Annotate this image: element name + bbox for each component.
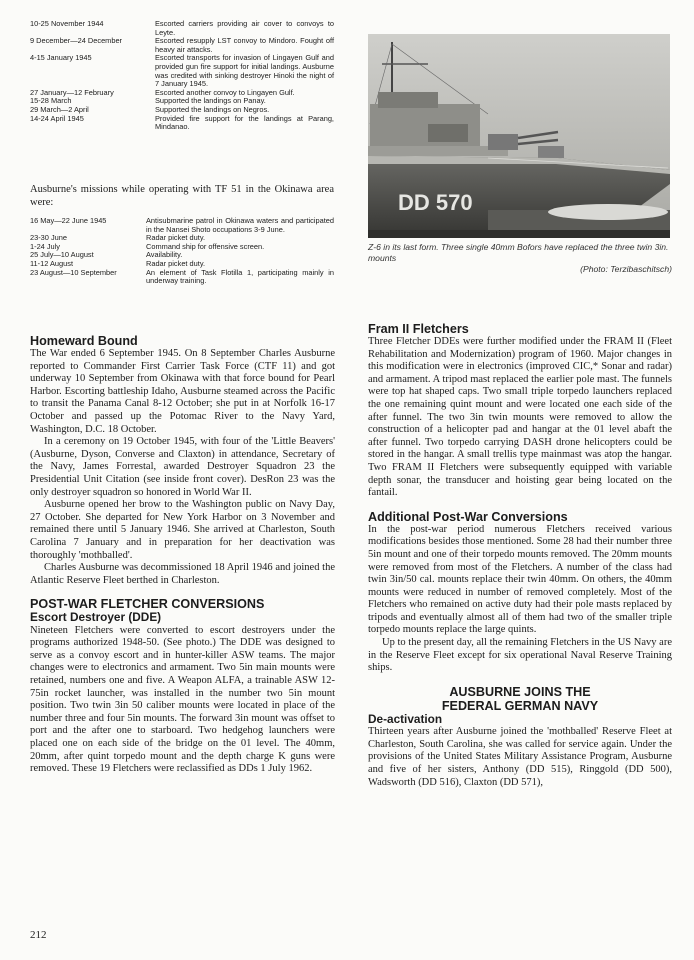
okinawa-missions-table [30,217,334,286]
heading-deactivation: De-activation [368,711,443,726]
heading-federal-german-navy: FEDERAL GERMAN NAVY [441,698,599,713]
missions-intro: Ausburne's missions while operating with TF 51 in the Okinawa area were: [30,184,334,208]
row-description: Radar picket duty. [146,258,206,268]
table-row [30,37,334,54]
row-date: 23-30 June [30,233,67,243]
hull-number: DD 570 [398,190,473,215]
heading-postwar-conversions: POST-WAR FLETCHER CONVERSIONS [30,597,265,612]
operations-table-1944-45 [30,20,334,132]
ship-photo [368,34,670,238]
page-number: 212 [30,929,47,941]
table-row [30,269,334,286]
heading-fram-ii: Fram II Fletchers [368,322,469,336]
row-description: Supported the landings on Negros. [155,104,270,114]
heading-escort-destroyer: Escort Destroyer (DDE) [30,610,162,625]
row-date: 29 March—2 April [30,104,89,114]
paragraph: Three Fletcher DDEs were further modified under the FRAM II (Fleet Rehabilitation and Modernization) program of 1960. Major changes in this modification were in electronics (improved CIC,* Sonar and radar) and armament. A tripod mast replaced the earlier pole mast. The funnels were top hat shaped caps. Two small triple torpedo launchers replaced the one remaining quint mount and were located one each side of the after funnel. The two 3in twin mounts were removed to allow the construction of a helicopter pad and hangar at the 01 level abaft the after funnel. Two torpedo carrying DASH drone helicopters could be stored in the hangar. A small trellis type mainmast was atop the hangar. Two FRAM II Fletchers were subsequently equipped with variable depth sonar, the transducer and hoisting gear being located on the fantail. [368,336,672,499]
paragraph: In the post-war period numerous Fletchers received various modifications besides those mentioned. Some 28 had their number three 5in mount and one of their torpedo mounts removed. The 20mm mounts were removed from most of the Fletchers. A number of the class had twin 3in/50 cal. mounts replace their twin 40mm. On others, the 40mm mounts were reduced in number of removed completely. Most of the Fletchers who remained on active duty had their pole masts replaced by tripods and eventually almost all of them had two of the smaller triple torpedo mounts replace the large quints. [368,523,672,636]
row-date: 27 January—12 February [30,87,114,97]
table-row [30,217,334,234]
paragraph: The War ended 6 September 1945. On 8 September Charles Ausburne reported to Commander First Carrier Task Force (CTF 11) and got underway 10 September from Okinawa with that force bound for Pearl Harbor. Escorting battleship Idaho, Ausburne steamed across the Pacific to transit the Panama Canal 8-12 October; she put in at Norfolk 16-17 October and passed up the Potomac River to the Navy Yard, Washington, D.C. 18 October. [30,348,335,435]
heading-additional-conversions: Additional Post-War Conversions [368,509,568,524]
row-date: 23 August—10 September [30,267,117,277]
row-date: 16 May—22 June 1945 [30,216,107,225]
row-date: 9 December—24 December [30,36,123,46]
heading-homeward-bound: Homeward Bound [30,334,138,348]
photo-caption [368,242,672,275]
row-description: Escorted carriers providing air cover to convoys to Leyte. [155,19,334,37]
row-description: Supported the landings on Panay. [155,96,266,106]
heading-ausburne-joins: AUSBURNE JOINS THE [449,684,591,699]
row-date: 10-25 November 1944 [30,19,104,28]
row-description: Escorted transports for invasion of Lingayen Gulf and provided gun fire support for initial landings. Ausburne was credited with sinking destroyer Hinoki the night of 7 January 1945. [155,53,334,89]
row-date: 1-24 July [30,241,60,251]
row-description: Radar picket duty. [146,233,206,243]
caption-text: Z-6 in its last form. Three single 40mm Bofors have replaced the three twin 3in. mounts [368,242,669,263]
paragraph: Up to the present day, all the remaining Fletchers in the US Navy are in the Reserve Fleet except for six operational Naval Reserve Training ships. [368,637,672,674]
row-date: 11-12 August [30,258,74,268]
row-description: Escorted resupply LST convoy to Mindoro. Fought off heavy air attacks. [155,36,334,54]
paragraph: Charles Ausburne was decommissioned 18 April 1946 and joined the Atlantic Reserve Fleet berthed in Charleston. [30,562,335,586]
row-description: Availability. [146,250,183,260]
paragraph: Nineteen Fletchers were converted to escort destroyers under the programs authorized 1948-50. (See photo.) The DDE was designed to serve as a convoy escort and in hunter-killer ASW teams. The major changes were to electronics and armament. Two 5in main mounts were retained, numbers one and five. A Weapon ALFA, a trainable ASW 12-75in rocket launcher, was installed in the number two 5in mount position. Two twin 3in 50 caliber mounts were located in place of the number three and four 5in mounts. The forward 3in mount was offset to port and the after one to starboard. Two hedgehog launchers were placed one on each side of the bridge on the 01 level. The 40mm, 20mm, after quint torpedo mount and the depth charge K guns were removed. These 19 Fletchers were reclassified as DDs 1 July 1962. [30,624,335,775]
row-date: 14-24 April 1945 [30,113,84,123]
left-column [30,334,335,776]
photo-credit: (Photo: Terzibaschitsch) [580,264,672,274]
row-description: An element of Task Flotilla 1, participating mainly in underway training. [146,267,334,286]
paragraph: Thirteen years after Ausburne joined the 'mothballed' Reserve Fleet at Charleston, South Carolina, she was called for service again. Under the provisions of the United States Military Assistance Program, Ausburne and five of her sisters, Anthony (DD 515), Ringgold (DD 500), Wadsworth (DD 516), Claxton (DD 571), [368,726,672,788]
row-description: Provided fire support for the landings at Parang, Mindanao. [155,113,334,132]
paragraph: Ausburne opened her brow to the Washington public on Navy Day, 27 October. She departed for New York Harbor on 3 November and remained there until 5 January 1946. She arrived at Charleston, South Carolina 7 January and in preparation for her deactivation was thoroughly 'mothballed'. [30,499,335,561]
row-description: Escorted another convoy to Lingayen Gulf. [155,87,295,97]
table-row [30,54,334,88]
table-row [30,20,334,37]
row-date: 15-28 March [30,96,72,106]
right-column [368,322,672,789]
row-date: 25 July—10 August [30,250,94,260]
table-row [30,115,334,132]
paragraph: In a ceremony on 19 October 1945, with four of the 'Little Beavers' (Ausburne, Dyson, Converse and Claxton) in attendance, Secretary of the Navy, James Forrestal, awarded Destroyer Squadron 23 the Presidential Unit Citation (see inside front cover). DesRon 23 was the only destroyer squadron so honored in World War II. [30,436,335,498]
row-description: Command ship for offensive screen. [146,241,265,251]
row-date: 4-15 January 1945 [30,53,92,63]
row-description: Antisubmarine patrol in Okinawa waters and participated in the Nansei Shoto occupations 3-9 June. [146,216,334,234]
